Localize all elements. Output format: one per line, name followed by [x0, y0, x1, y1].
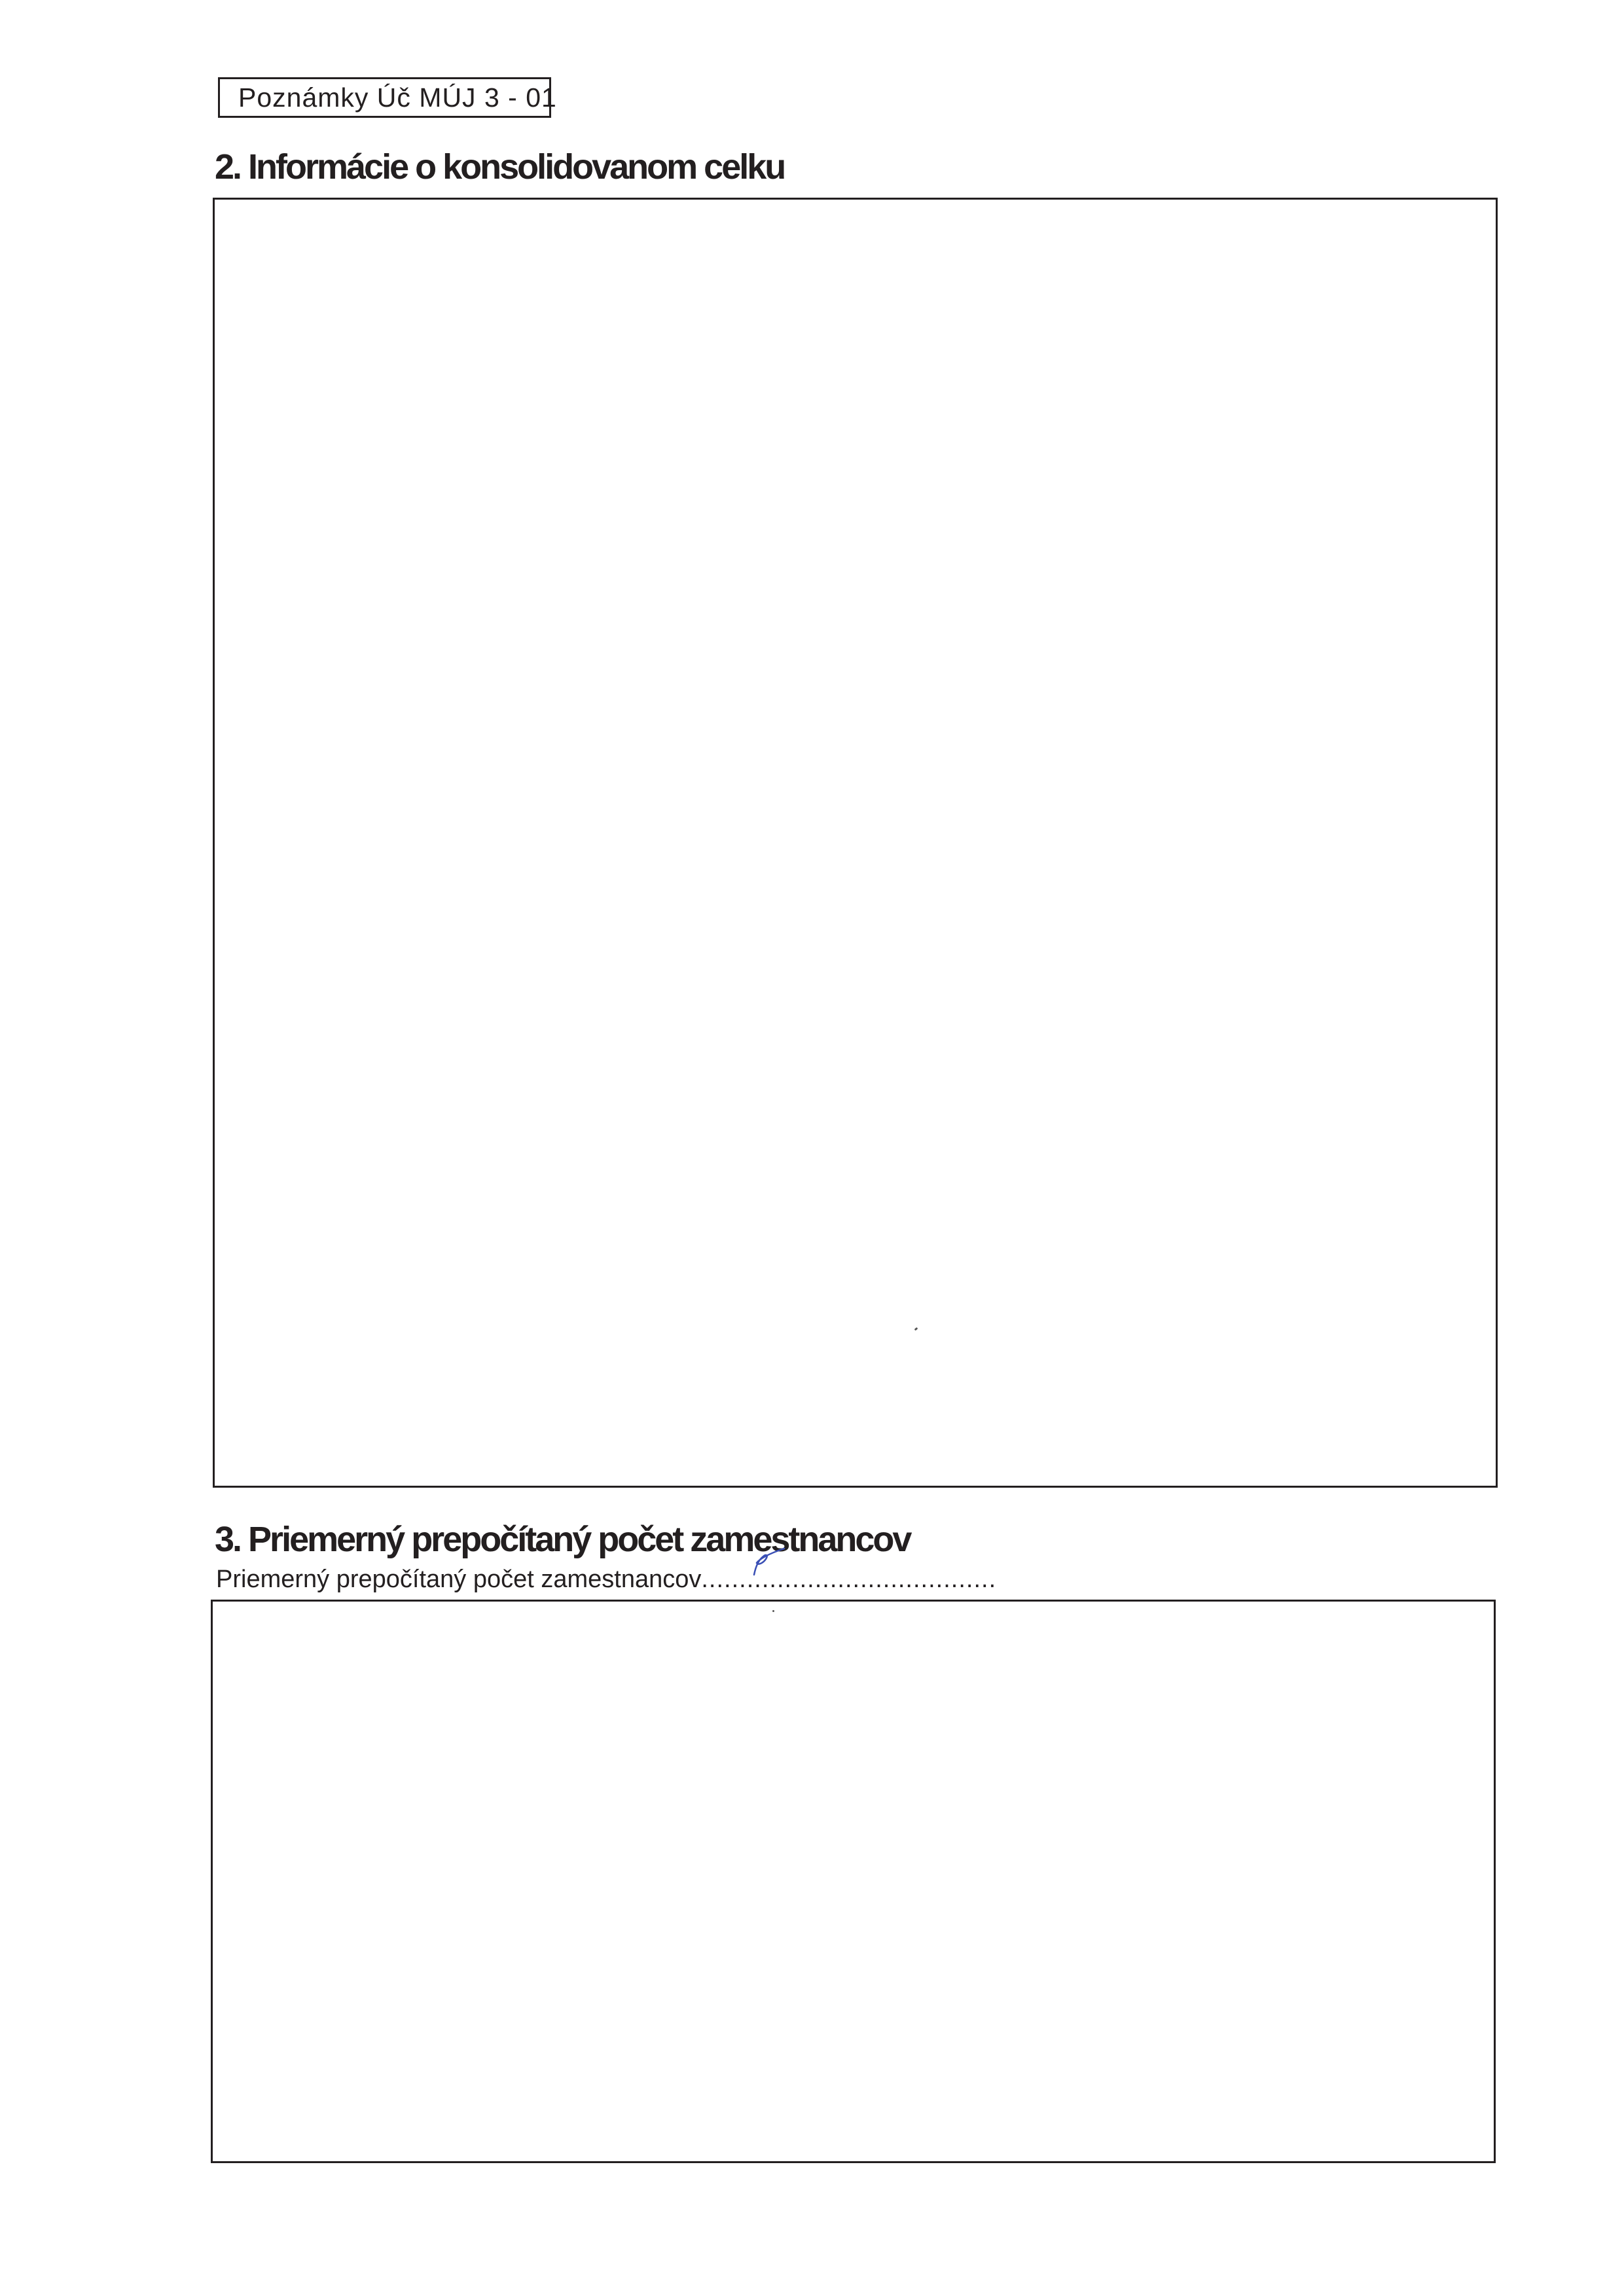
employee-notes-box [211, 1600, 1496, 2163]
scan-speck [914, 1327, 918, 1331]
handwritten-dash-icon [746, 1546, 785, 1579]
employee-count-label: Priemerný prepočítaný počet zamestnancov [216, 1566, 702, 1593]
section-2-heading: 2. Informácie o konsolidovanom celku [215, 147, 785, 187]
scan-speck [772, 1610, 774, 1612]
consolidated-entity-info-box [213, 198, 1498, 1488]
form-code-label: Poznámky Úč MÚJ 3 - 01 [218, 77, 551, 118]
section-3-heading: 3. Priemerný prepočítaný počet zamestnancov [215, 1520, 911, 1559]
employee-count-dots: ....................................... [701, 1566, 997, 1593]
